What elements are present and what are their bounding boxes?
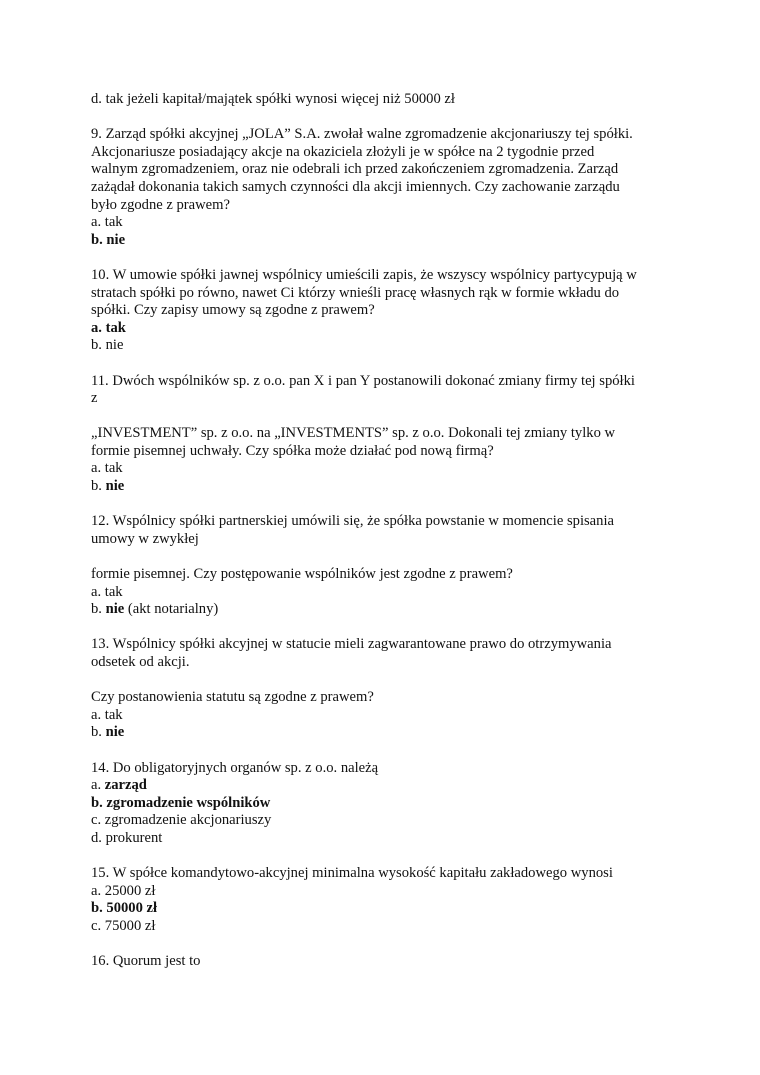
q14-option-b-answer: b. zgromadzenie wspólników: [91, 794, 271, 811]
q11-option-b-prefix: b.: [91, 478, 106, 495]
q11-text-line: z: [91, 390, 98, 407]
question-12: [91, 513, 681, 619]
q10-text-line: spółki. Czy zapisy umowy są zgodne z prawem?: [91, 302, 375, 319]
q13-text-line: 13. Wspólnicy spółki akcyjnej w statucie mieli zagwarantowane prawo do otrzymywania: [91, 636, 612, 653]
question-9: [91, 126, 681, 249]
q8-option-d: d. tak jeżeli kapitał/majątek spółki wynosi więcej niż 50000 zł: [91, 91, 455, 107]
q9-text-line: zażądał dokonania takich samych czynności dla akcji imiennych. Czy zachowanie zarządu: [91, 178, 620, 195]
q9-text-line: 9. Zarząd spółki akcyjnej „JOLA” S.A. zwołał walne zgromadzenie akcjonariuszy tej spółki.: [91, 126, 633, 143]
question-16: [91, 953, 681, 971]
q11-option-b-answer: nie: [105, 478, 125, 495]
q14-option-d: d. prokurent: [91, 829, 163, 846]
q11-text-line: „INVESTMENT” sp. z o.o. na „INVESTMENTS” sp. z o.o. Dokonali tej zmiany tylko w: [91, 425, 616, 442]
q13-option-b: [91, 724, 681, 742]
q14-option-a: [91, 777, 681, 795]
q12-text-line: formie pisemnej. Czy postępowanie wspólników jest zgodne z prawem?: [91, 566, 513, 583]
q9-option-a: a. tak: [91, 214, 123, 231]
q12-option-b: [91, 601, 681, 619]
q10-option-b: b. nie: [91, 337, 124, 354]
q10-option-a-answer: a. tak: [91, 319, 126, 336]
q13-option-b-prefix: b.: [91, 724, 106, 741]
q10-text-line: stratach spółki po równo, nawet Ci którzy wnieśli pracę własnych rąk w formie wkładu do: [91, 284, 620, 301]
q16-question: 16. Quorum jest to: [91, 953, 201, 970]
q14-option-c: c. zgromadzenie akcjonariuszy: [91, 812, 272, 829]
q14-option-a-answer: zarząd: [104, 777, 147, 794]
q9-text-line: walnym zgromadzeniem, oraz nie odebrali ich przed zakończeniem zgromadzenia. Zarząd: [91, 161, 619, 178]
q14-question: 14. Do obligatoryjnych organów sp. z o.o. należą: [91, 759, 379, 776]
q9-option-b-answer: b. nie: [91, 231, 126, 248]
q13-option-b-answer: nie: [105, 724, 125, 741]
question-10: [91, 267, 681, 355]
q9-text-line: Akcjonariusze posiadający akcje na okaziciela złożyli je w spółce na 2 tygodnie przed: [91, 143, 595, 160]
q12-option-b-prefix: b.: [91, 601, 106, 618]
q12-option-b-note: (akt notarialny): [124, 601, 219, 618]
q12-option-a: a. tak: [91, 583, 123, 600]
q15-option-a: a. 25000 zł: [91, 882, 156, 899]
q11-text-line: formie pisemnej uchwały. Czy spółka może działać pod nową firmą?: [91, 442, 494, 459]
q13-text-line: Czy postanowienia statutu są zgodne z prawem?: [91, 689, 374, 706]
q11-option-b: [91, 478, 681, 496]
question-15: [91, 865, 681, 935]
q13-option-a: a. tak: [91, 706, 123, 723]
question-13: [91, 636, 681, 742]
q12-text-line: umowy w zwykłej: [91, 530, 199, 547]
q15-option-b-answer: b. 50000 zł: [91, 900, 158, 917]
q12-text-line: 12. Wspólnicy spółki partnerskiej umówili się, że spółka powstanie w momencie spisania: [91, 513, 614, 530]
question-11: [91, 373, 681, 496]
q10-text-line: 10. W umowie spółki jawnej wspólnicy umieścili zapis, że wszyscy wspólnicy partycypują w: [91, 266, 637, 283]
q15-option-c: c. 75000 zł: [91, 917, 156, 934]
q15-question: 15. W spółce komandytowo-akcyjnej minimalna wysokość kapitału zakładowego wynosi: [91, 865, 613, 882]
q11-option-a: a. tak: [91, 460, 123, 477]
q13-text-line: odsetek od akcji.: [91, 654, 190, 670]
document-body: [91, 91, 681, 971]
q11-text-line: 11. Dwóch wspólników sp. z o.o. pan X i pan Y postanowili dokonać zmiany firmy tej spółki: [91, 372, 635, 389]
q14-option-a-prefix: a.: [91, 777, 105, 794]
question-14: [91, 760, 681, 848]
q9-text-line: było zgodne z prawem?: [91, 196, 230, 213]
q12-option-b-answer: nie: [105, 601, 125, 618]
